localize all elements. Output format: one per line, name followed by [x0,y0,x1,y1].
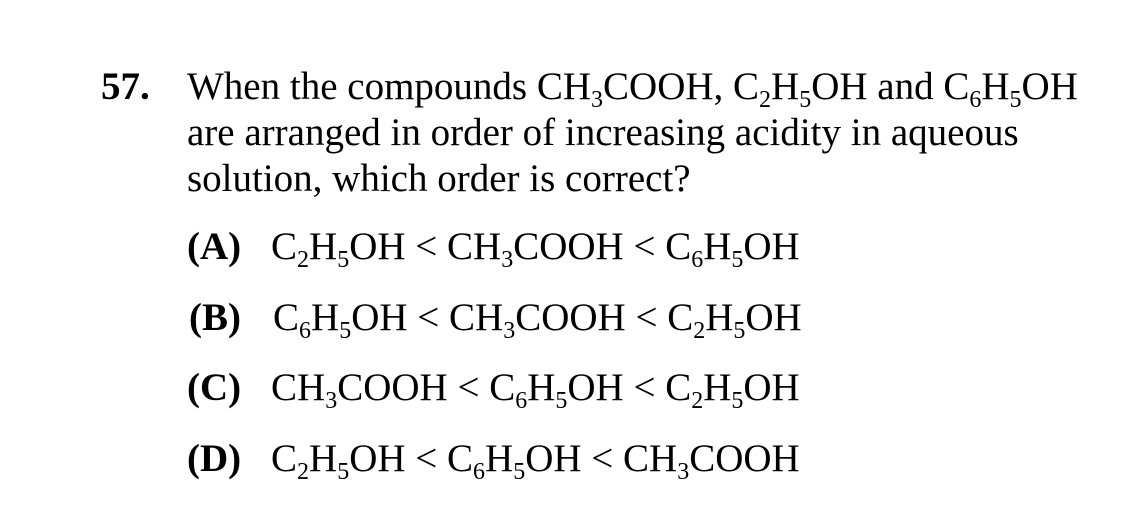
option-label: (A) [187,225,242,268]
question-stem [187,64,1142,202]
option-b[interactable] [189,295,802,344]
option-text: $CH_3COOH < C_6H_5OH < C_2H_5OH$ [271,366,800,414]
stem-line-2: are arranged in order of increasing acidity in aqueous [187,111,1019,154]
option-label: (C) [187,366,242,409]
option-label: (B) [189,296,241,339]
option-d[interactable] [187,436,800,485]
option-c[interactable] [187,365,800,414]
option-text: $C_2H_5OH$ < $CH_3COOH < C_6H_5OH$ [271,225,800,273]
option-text: $C_2H_5OH < C_6H_5OH$ < $CH_3COOH$ [271,437,800,485]
stem-line-1: When the compounds $CH_3COOH$, $C_2H_5OH$ and $C_6H_5OH$ [187,65,1078,113]
question-number: 57. [101,65,150,108]
option-label: (D) [187,437,242,480]
option-a[interactable] [187,224,800,273]
option-text: $C_6H_5OH$ < $CH_3COOH < C_2H_5OH$ [273,296,802,344]
stem-line-3: solution, which order is correct? [187,157,691,200]
